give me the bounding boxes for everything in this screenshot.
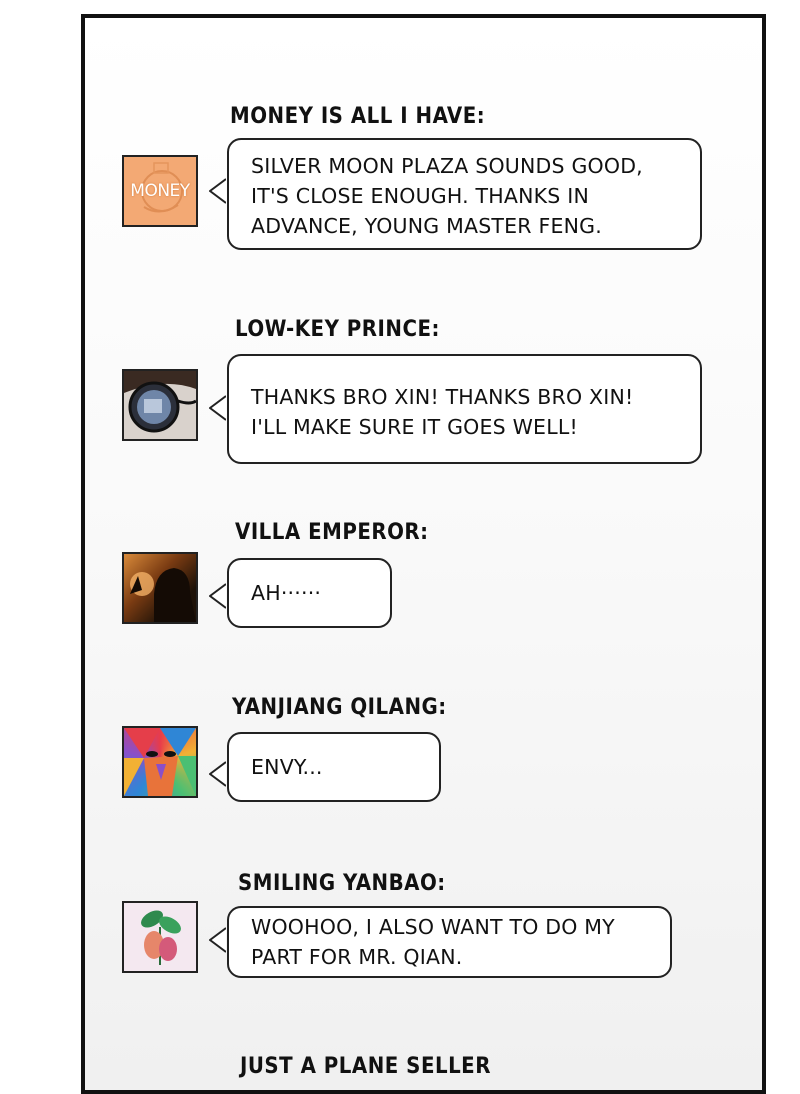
sunglasses-avatar-art xyxy=(124,371,196,439)
message-line: PART FOR MR. QIAN. xyxy=(251,945,463,969)
message-line: WOOHOO, I ALSO WANT TO DO MY xyxy=(251,915,615,939)
sender-name: YANJIANG QILANG: xyxy=(232,695,447,720)
silhouette-avatar-art xyxy=(124,554,196,622)
sender-name: JUST A PLANE SELLER xyxy=(240,1054,491,1079)
message-line: AH······ xyxy=(251,581,322,605)
message-bubble xyxy=(227,354,702,464)
message-line: ENVY... xyxy=(251,755,323,779)
message-line: IT'S CLOSE ENOUGH. THANKS IN xyxy=(251,184,590,208)
comic-panel xyxy=(81,14,766,1094)
message-bubble xyxy=(227,906,672,978)
message-line: SILVER MOON PLAZA SOUNDS GOOD, xyxy=(251,154,643,178)
sender-name: LOW-KEY PRINCE: xyxy=(235,317,440,342)
message-line: ADVANCE, YOUNG MASTER FENG. xyxy=(251,214,602,238)
sunglasses-avatar-icon xyxy=(122,369,198,441)
sender-name: MONEY IS ALL I HAVE: xyxy=(230,104,486,129)
message-line: I'LL MAKE SURE IT GOES WELL! xyxy=(251,415,578,439)
bubble-tail-icon xyxy=(208,759,226,789)
bubble-tail-icon xyxy=(208,925,226,955)
sender-name: VILLA EMPEROR: xyxy=(235,520,429,545)
tropical-leaves-avatar-icon xyxy=(122,901,198,973)
avatar-label: MONEY xyxy=(130,181,190,201)
colorful-face-art xyxy=(124,728,196,796)
message-bubble xyxy=(227,558,392,628)
colorful-face-avatar-icon xyxy=(122,726,198,798)
bubble-tail-icon xyxy=(208,176,226,206)
money-text-avatar-icon xyxy=(122,155,198,227)
tropical-leaves-art xyxy=(124,903,196,971)
message-bubble xyxy=(227,138,702,250)
bubble-tail-icon xyxy=(208,393,226,423)
message-bubble xyxy=(227,732,441,802)
message-line: THANKS BRO XIN! THANKS BRO XIN! xyxy=(251,385,634,409)
bubble-tail-icon xyxy=(208,581,226,611)
sender-name: SMILING YANBAO: xyxy=(238,871,446,896)
silhouette-sunset-avatar-icon xyxy=(122,552,198,624)
